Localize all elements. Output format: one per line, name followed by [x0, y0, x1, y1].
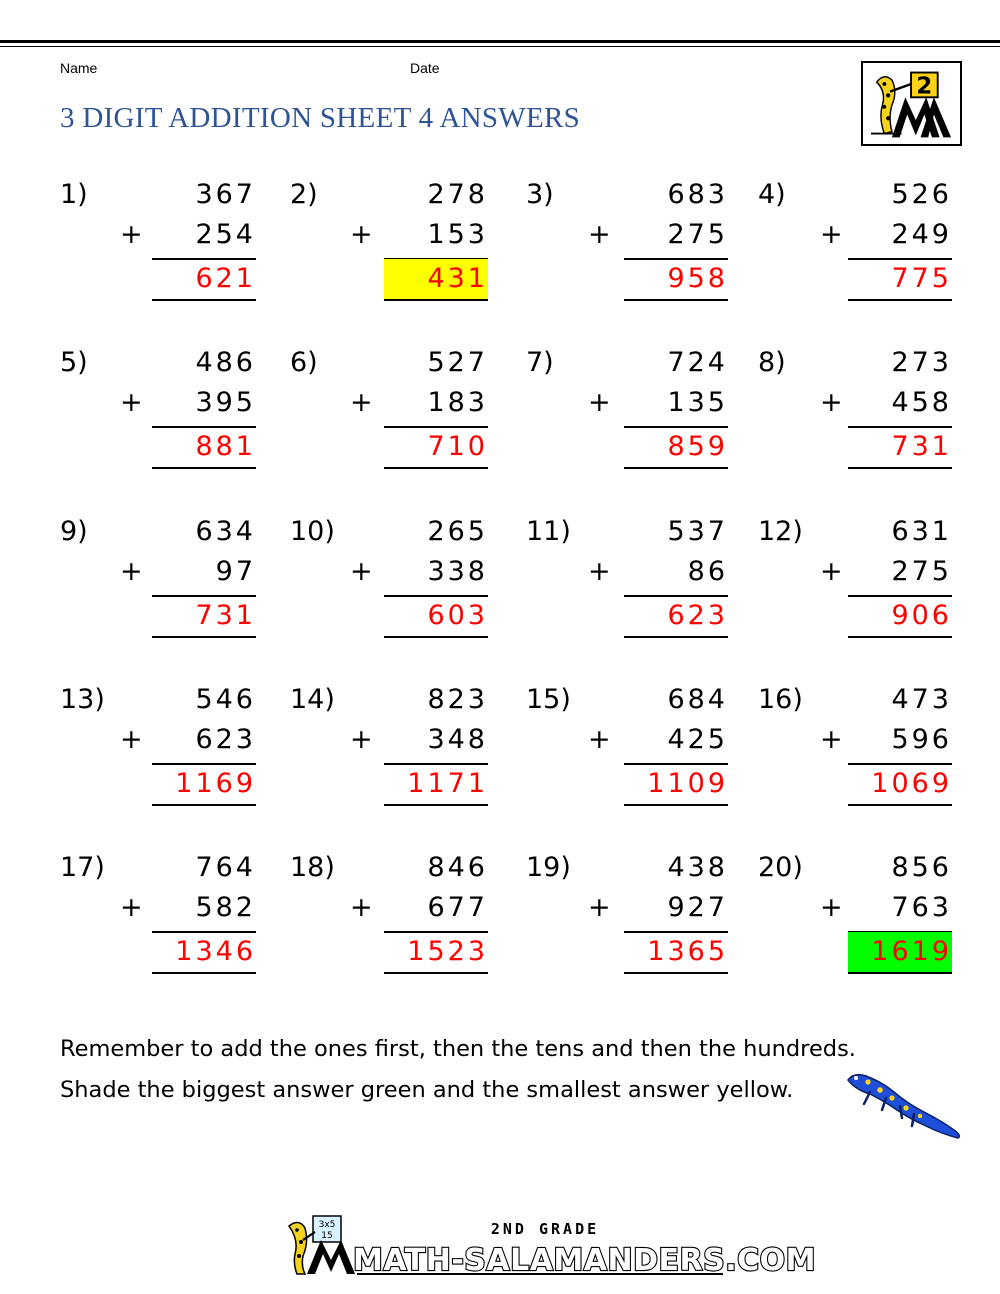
addend-top: 527	[427, 347, 488, 378]
answer: 1169	[175, 768, 256, 799]
answer: 1619	[848, 932, 952, 972]
addend-bottom: 135	[667, 387, 728, 418]
addend-bottom: 763	[891, 892, 952, 923]
sum-line-bottom	[152, 972, 256, 974]
top-rule-thick	[0, 40, 1000, 43]
math-salamanders-logo	[277, 1214, 816, 1278]
plus-sign: +	[120, 724, 143, 755]
answer: 1365	[647, 936, 728, 967]
sum-line-bottom	[152, 636, 256, 638]
plus-sign: +	[588, 219, 611, 250]
answer: 881	[195, 431, 256, 462]
problem-number: 3)	[526, 179, 554, 210]
footer-grade-text: 2ND GRADE	[490, 1220, 600, 1238]
addend-bottom: 348	[427, 724, 488, 755]
sheet-title: 3 DIGIT ADDITION SHEET 4 ANSWERS	[60, 102, 581, 134]
blue-salamander-icon	[842, 1068, 967, 1143]
sum-line-bottom	[848, 972, 952, 974]
problem-10	[290, 515, 522, 655]
plus-sign: +	[120, 892, 143, 923]
answer: 906	[891, 600, 952, 631]
addend-bottom: 86	[687, 556, 728, 587]
problem-14	[290, 683, 522, 823]
answer: 731	[195, 600, 256, 631]
plus-sign: +	[820, 387, 843, 418]
problem-number: 10)	[290, 516, 335, 547]
problem-number: 14)	[290, 684, 335, 715]
problem-number: 2)	[290, 179, 318, 210]
addend-top: 631	[891, 516, 952, 547]
plus-sign: +	[120, 387, 143, 418]
answer: 731	[891, 431, 952, 462]
sum-line-bottom	[384, 467, 488, 469]
instruction-line-1: Remember to add the ones first, then the tens and then the hundreds.	[60, 1036, 856, 1062]
answer: 1346	[175, 936, 256, 967]
problem-number: 18)	[290, 852, 335, 883]
problem-9	[60, 515, 292, 655]
addend-top: 846	[427, 852, 488, 883]
problem-16	[758, 683, 990, 823]
plus-sign: +	[588, 724, 611, 755]
addend-bottom: 582	[195, 892, 256, 923]
answer: 603	[427, 600, 488, 631]
addend-top: 438	[667, 852, 728, 883]
plus-sign: +	[120, 219, 143, 250]
problem-number: 20)	[758, 852, 803, 883]
plus-sign: +	[350, 219, 373, 250]
problem-number: 8)	[758, 347, 786, 378]
problem-19	[526, 851, 758, 991]
sum-line-bottom	[848, 804, 952, 806]
answer: 1109	[647, 768, 728, 799]
addend-top: 823	[427, 684, 488, 715]
addend-top: 634	[195, 516, 256, 547]
answer: 1069	[871, 768, 952, 799]
plus-sign: +	[350, 387, 373, 418]
sum-line-bottom	[624, 804, 728, 806]
sum-line-bottom	[384, 804, 488, 806]
sum-line-bottom	[384, 636, 488, 638]
plus-sign: +	[120, 556, 143, 587]
problem-20	[758, 851, 990, 991]
sum-line-bottom	[624, 972, 728, 974]
sum-line-bottom	[848, 467, 952, 469]
sum-line-bottom	[624, 636, 728, 638]
top-rule-thin	[0, 46, 1000, 47]
addend-bottom: 458	[891, 387, 952, 418]
problem-number: 13)	[60, 684, 105, 715]
sum-line-bottom	[848, 636, 952, 638]
problem-number: 4)	[758, 179, 786, 210]
addend-top: 367	[195, 179, 256, 210]
addend-bottom: 596	[891, 724, 952, 755]
problem-number: 17)	[60, 852, 105, 883]
addend-bottom: 275	[891, 556, 952, 587]
plus-sign: +	[588, 556, 611, 587]
answer: 1523	[407, 936, 488, 967]
addend-bottom: 183	[427, 387, 488, 418]
answer: 775	[891, 263, 952, 294]
name-label: Name	[60, 60, 98, 76]
sum-line-bottom	[624, 467, 728, 469]
sum-line-bottom	[152, 467, 256, 469]
problem-6	[290, 346, 522, 486]
addend-top: 473	[891, 684, 952, 715]
sum-line-bottom	[152, 299, 256, 301]
addend-bottom: 395	[195, 387, 256, 418]
problem-number: 5)	[60, 347, 88, 378]
answer: 710	[427, 431, 488, 462]
answer: 958	[667, 263, 728, 294]
plus-sign: +	[588, 387, 611, 418]
date-label: Date	[410, 60, 440, 76]
addend-top: 537	[667, 516, 728, 547]
problem-number: 7)	[526, 347, 554, 378]
problem-8	[758, 346, 990, 486]
board-text-top: 3x5	[318, 1220, 336, 1230]
plus-sign: +	[350, 724, 373, 755]
problem-number: 11)	[526, 516, 571, 547]
grade-logo	[861, 61, 962, 146]
problem-7	[526, 346, 758, 486]
addend-bottom: 153	[427, 219, 488, 250]
problem-number: 15)	[526, 684, 571, 715]
sum-line-bottom	[384, 299, 488, 301]
logo-grade-number: 2	[916, 73, 933, 100]
addend-top: 273	[891, 347, 952, 378]
problem-5	[60, 346, 292, 486]
problem-1	[60, 178, 292, 318]
addend-top: 486	[195, 347, 256, 378]
problem-number: 19)	[526, 852, 571, 883]
sum-line-bottom	[624, 299, 728, 301]
addend-top: 546	[195, 684, 256, 715]
plus-sign: +	[820, 219, 843, 250]
problem-number: 6)	[290, 347, 318, 378]
addend-top: 526	[891, 179, 952, 210]
addend-top: 684	[667, 684, 728, 715]
problem-number: 12)	[758, 516, 803, 547]
addend-top: 265	[427, 516, 488, 547]
addend-bottom: 275	[667, 219, 728, 250]
problem-12	[758, 515, 990, 655]
addend-bottom: 927	[667, 892, 728, 923]
answer: 1171	[407, 768, 488, 799]
sum-line-bottom	[152, 804, 256, 806]
addend-bottom: 677	[427, 892, 488, 923]
plus-sign: +	[820, 892, 843, 923]
answer: 431	[384, 259, 488, 299]
addend-top: 724	[667, 347, 728, 378]
addend-top: 278	[427, 179, 488, 210]
problem-18	[290, 851, 522, 991]
answer: 859	[667, 431, 728, 462]
sum-line-bottom	[384, 972, 488, 974]
plus-sign: +	[588, 892, 611, 923]
problem-11	[526, 515, 758, 655]
plus-sign: +	[350, 556, 373, 587]
problem-number: 16)	[758, 684, 803, 715]
problem-3	[526, 178, 758, 318]
addend-top: 856	[891, 852, 952, 883]
addend-bottom: 425	[667, 724, 728, 755]
sum-line-bottom	[848, 299, 952, 301]
addend-bottom: 97	[215, 556, 256, 587]
instruction-line-2: Shade the biggest answer green and the smallest answer yellow.	[60, 1077, 794, 1103]
problem-number: 1)	[60, 179, 88, 210]
addend-bottom: 623	[195, 724, 256, 755]
footer-site-text: MATH-SALAMANDERS.COM	[353, 1243, 816, 1278]
answer: 623	[667, 600, 728, 631]
addend-bottom: 338	[427, 556, 488, 587]
problem-13	[60, 683, 292, 823]
salamander-m-logo-icon	[863, 63, 960, 144]
answer: 621	[195, 263, 256, 294]
plus-sign: +	[820, 724, 843, 755]
problem-15	[526, 683, 758, 823]
plus-sign: +	[350, 892, 373, 923]
plus-sign: +	[820, 556, 843, 587]
addend-bottom: 249	[891, 219, 952, 250]
addend-top: 683	[667, 179, 728, 210]
problem-4	[758, 178, 990, 318]
board-text-bottom: 15	[321, 1231, 333, 1241]
problem-number: 9)	[60, 516, 88, 547]
problem-2	[290, 178, 522, 318]
problem-17	[60, 851, 292, 991]
addend-bottom: 254	[195, 219, 256, 250]
addend-top: 764	[195, 852, 256, 883]
